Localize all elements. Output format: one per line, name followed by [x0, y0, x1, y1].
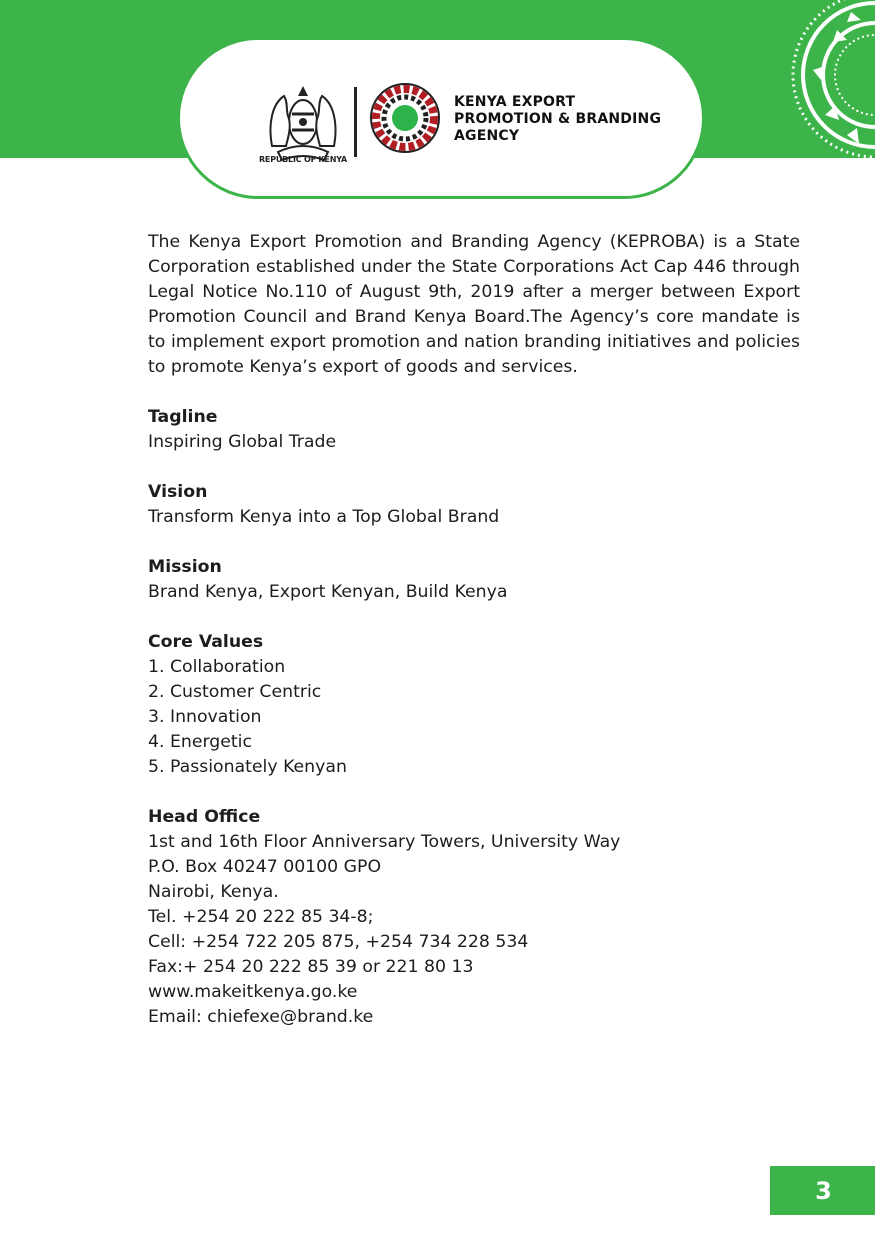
- page-number: 3: [770, 1166, 875, 1215]
- vision-text: Transform Kenya into a Top Global Brand: [148, 507, 500, 527]
- vision-heading: Vision: [148, 482, 208, 502]
- tagline-section: [148, 405, 800, 455]
- core-value-item: 3. Innovation: [148, 707, 262, 727]
- mission-text: Brand Kenya, Export Kenyan, Build Kenya: [148, 582, 508, 602]
- office-email-link[interactable]: Email: chiefexe@brand.ke: [148, 1007, 374, 1027]
- core-values-section: [148, 630, 800, 780]
- decorative-ornament-icon: [785, 0, 875, 160]
- core-values-heading: Core Values: [148, 632, 264, 652]
- office-fax: Fax:+ 254 20 222 85 39 or 221 80 13: [148, 957, 474, 977]
- mission-heading: Mission: [148, 557, 222, 577]
- logo-banner: [177, 37, 705, 199]
- head-office-section: [148, 805, 800, 1030]
- tagline-text: Inspiring Global Trade: [148, 432, 337, 452]
- core-value-item: 4. Energetic: [148, 732, 252, 752]
- core-value-item: 5. Passionately Kenyan: [148, 757, 347, 777]
- keproba-emblem-icon: [369, 82, 441, 154]
- office-tel: Tel. +254 20 222 85 34-8;: [148, 907, 374, 927]
- core-value-item: 2. Customer Centric: [148, 682, 322, 702]
- head-office-heading: Head Office: [148, 807, 261, 827]
- coat-caption: REPUBLIC OF KENYA: [258, 155, 348, 164]
- office-address-line: 1st and 16th Floor Anniversary Towers, University Way: [148, 832, 621, 852]
- agency-name: [454, 94, 694, 145]
- core-value-item: 1. Collaboration: [148, 657, 286, 677]
- logo-divider: [354, 87, 357, 157]
- agency-name-line-2: PROMOTION & BRANDING: [454, 111, 662, 127]
- vision-section: [148, 480, 800, 530]
- office-city: Nairobi, Kenya.: [148, 882, 279, 902]
- coat-of-arms-icon: [258, 74, 348, 166]
- agency-name-line-3: AGENCY: [454, 128, 520, 144]
- tagline-heading: Tagline: [148, 407, 218, 427]
- main-content: [148, 230, 800, 1055]
- intro-paragraph: The Kenya Export Promotion and Branding Agency (KEPROBA) is a State Corporation established under the State Corporations Act Cap 446 through Legal Notice No.110 of August 9th, 2019 after a merger between Export Promotion Council and Brand Kenya Board.The Agency’s core mandate is to implement export promotion and nation branding initiatives and policies to promote Kenya’s export of goods and services.: [148, 232, 800, 377]
- office-website-link[interactable]: www.makeitkenya.go.ke: [148, 982, 358, 1002]
- office-cell: Cell: +254 722 205 875, +254 734 228 534: [148, 932, 529, 952]
- agency-name-line-1: KENYA EXPORT: [454, 94, 576, 110]
- mission-section: [148, 555, 800, 605]
- office-po-box: P.O. Box 40247 00100 GPO: [148, 857, 382, 877]
